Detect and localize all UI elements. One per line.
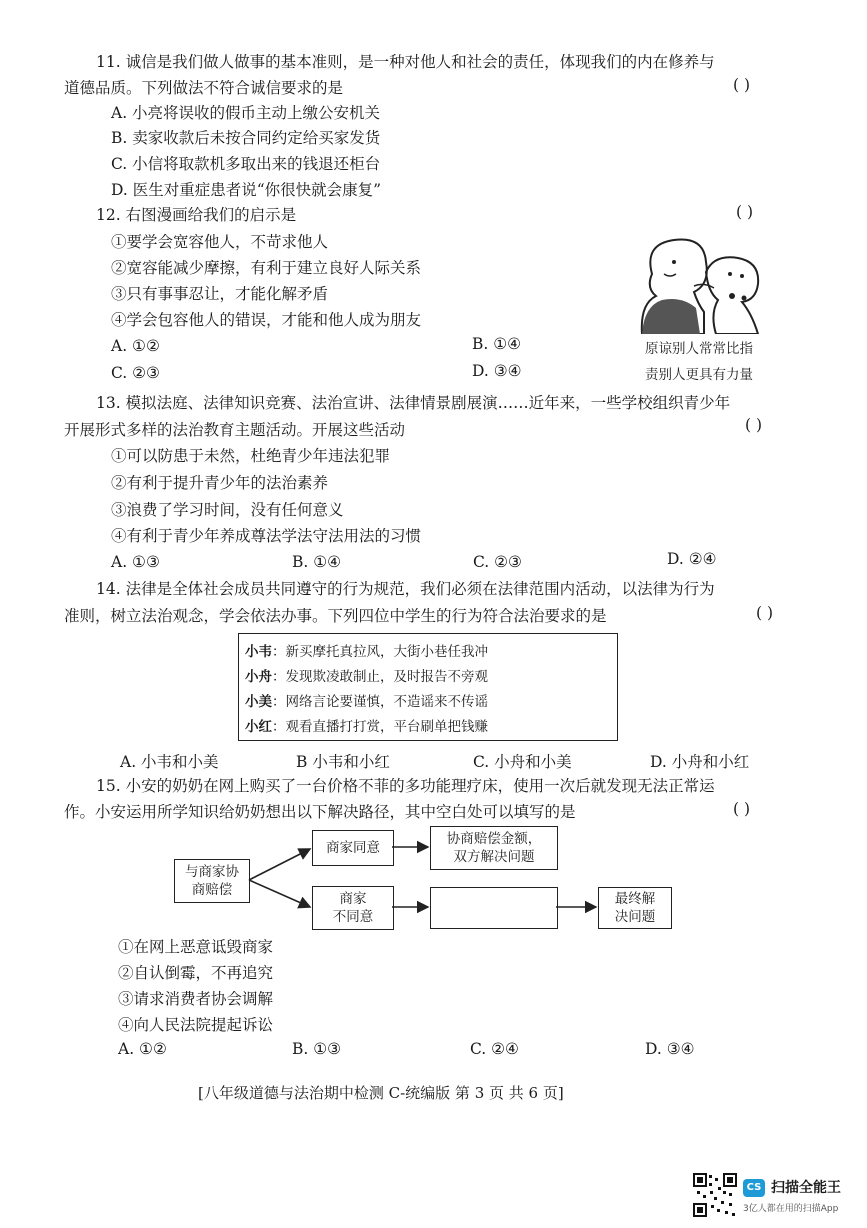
q15-option-c: C. ②④ [470,1040,519,1058]
flow-blank-box [430,887,558,929]
q11-stem-line1: 11. 诚信是我们做人做事的基本准则，是一种对他人和社会的责任，体现我们的内在修养与 [96,53,715,71]
q11-option-b: B. 卖家收款后未按合同约定给买家发货 [111,129,381,147]
arrow-to-agree [249,849,310,880]
scanner-app-name: 扫描全能王 [771,1180,841,1196]
cartoon-caption-line2: 责别人更具有力量 [645,367,753,383]
q13-option-c: C. ②③ [473,553,522,571]
q11-option-d: D. 医生对重症患者说“你很快就会康复” [111,181,382,199]
flow-agree-result-box: 协商赔偿金额， 双方解决问题 [430,826,558,870]
scanner-app-tagline: 3亿人都在用的扫描App [743,1204,839,1214]
q14-option-c: C. 小舟和小美 [473,753,572,771]
q14-stem-line1: 14. 法律是全体社会成员共同遵守的行为规范，我们必须在法律范围内活动，以法律为行为 [96,580,715,598]
q14-box-row: 小美：网络言论要谨慎，不造谣来不传谣 [245,694,488,710]
flow-start-box: 与商家协 商赔偿 [174,859,250,903]
q14-option-b: B 小韦和小红 [296,753,390,771]
q12-statement-3: ③只有事事忍让，才能化解矛盾 [111,285,329,303]
q13-statement-4: ④有利于青少年养成尊法学法守法用法的习惯 [111,527,422,545]
q13-statement-3: ③浪费了学习时间，没有任何意义 [111,501,344,519]
q13-statement-2: ②有利于提升青少年的法治素养 [111,474,329,492]
q15-stem-line1: 15. 小安的奶奶在网上购买了一台价格不菲的多功能理疗床，使用一次后就发现无法正常运 [96,777,715,795]
q15-option-b: B. ①③ [292,1040,342,1058]
q15-answer-paren: ( ) [733,800,751,818]
q12-stem: 12. 右图漫画给我们的启示是 [96,206,297,224]
q13-statement-1: ①可以防患于未然，杜绝青少年违法犯罪 [111,447,391,465]
q12-statement-4: ④学会包容他人的错误，才能和他人成为朋友 [111,311,422,329]
flow-final-box: 最终解 决问题 [598,887,672,929]
q11-answer-paren: ( ) [733,76,751,94]
q14-box-row: 小韦：新买摩托真拉风，大街小巷任我冲 [245,644,488,660]
q12-statement-1: ①要学会宽容他人，不苛求他人 [111,233,329,251]
flow-disagree-box: 商家 不同意 [312,886,394,930]
camscanner-logo-icon: CS [743,1179,765,1197]
q11-stem-line2: 道德品质。下列做法不符合诚信要求的是 [64,79,344,97]
q14-box-row: 小舟：发现欺凌敢制止，及时报告不旁观 [245,669,488,685]
scanner-watermark [693,1173,853,1223]
q13-option-b: B. ①④ [292,553,342,571]
q14-stem-line2: 准则，树立法治观念，学会依法办事。下列四位中学生的行为符合法治要求的是 [64,607,607,625]
q12-answer-paren: ( ) [736,203,754,221]
q14-answer-paren: ( ) [756,604,774,622]
q13-answer-paren: ( ) [745,416,763,434]
q13-option-a: A. ①③ [111,553,160,571]
flow-agree-box: 商家同意 [312,830,394,866]
q12-option-b: B. ①④ [472,335,522,353]
q11-option-a: A. 小亮将误收的假币主动上缴公安机关 [111,104,381,122]
q14-box-row: 小红：观看直播打打赏，平台刷单把钱赚 [245,719,488,735]
q12-statement-2: ②宽容能减少摩擦，有利于建立良好人际关系 [111,259,422,277]
q15-statement-3: ③请求消费者协会调解 [118,990,274,1008]
q15-statement-1: ①在网上恶意诋毁商家 [118,938,274,956]
q14-option-d: D. 小舟和小红 [650,753,750,771]
q15-statement-2: ②自认倒霉，不再追究 [118,964,274,982]
q15-option-a: A. ①② [118,1040,167,1058]
q15-stem-line2: 作。小安运用所学知识给奶奶想出以下解决路径，其中空白处可以填写的是 [64,803,576,821]
arrow-to-disagree [249,880,310,907]
page-footer: [八年级道德与法治期中检测 C-统编版 第 3 页 共 6 页] [198,1084,564,1102]
qr-code-icon [693,1173,737,1217]
q12-option-a: A. ①② [111,337,160,355]
q15-option-d: D. ③④ [645,1040,695,1058]
q12-option-c: C. ②③ [111,364,160,382]
q12-option-d: D. ③④ [472,362,522,380]
cartoon-caption-line1: 原谅别人常常比指 [645,341,753,357]
q13-stem-line2: 开展形式多样的法治教育主题活动。开展这些活动 [64,421,406,439]
q13-stem-line1: 13. 模拟法庭、法律知识竞赛、法治宣讲、法律情景剧展演……近年来，一些学校组织青少年 [96,394,731,412]
q15-statement-4: ④向人民法院提起诉讼 [118,1016,274,1034]
q11-option-c: C. 小信将取款机多取出来的钱退还柜台 [111,155,381,173]
q13-option-d: D. ②④ [667,550,717,568]
q14-option-a: A. 小韦和小美 [120,753,219,771]
